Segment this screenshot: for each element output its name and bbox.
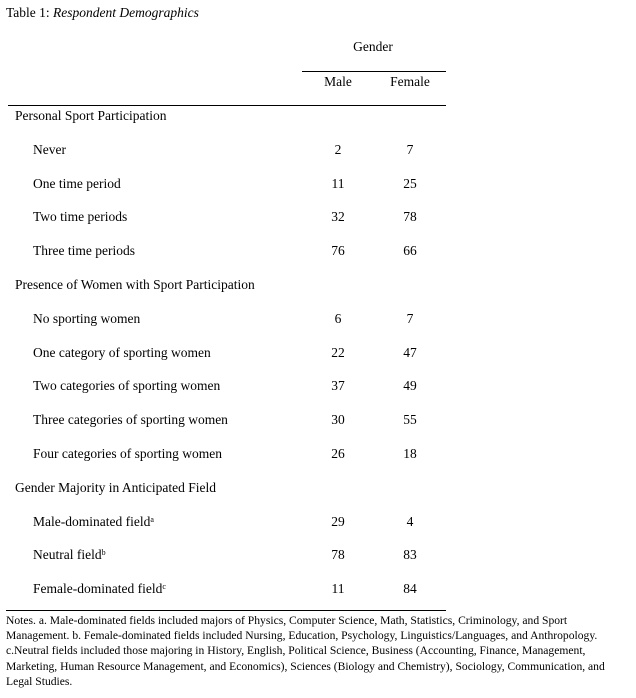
row-label-text: Two time periods [33, 209, 128, 225]
table-row [0, 176, 460, 210]
row-label-text: Four categories of sporting women [33, 445, 222, 461]
footnote-marker: c [162, 582, 166, 592]
cell-female: 83 [403, 547, 417, 563]
row-label [33, 378, 220, 394]
cell-female: 7 [406, 141, 414, 157]
cell-female: 18 [403, 445, 417, 461]
row-label-text: Personal Sport Participation [15, 108, 167, 123]
cell-male: 30 [331, 412, 345, 428]
table-row [0, 446, 460, 480]
row-label [33, 176, 121, 192]
column-header-male: Male [324, 74, 352, 89]
notes-rule [6, 610, 446, 611]
cell-male: 2 [334, 141, 342, 157]
cell-male: 76 [331, 243, 345, 259]
row-label-text: Gender Majority in Anticipated Field [15, 479, 216, 495]
row-label-text: Presence of Women with Sport Participation [15, 276, 255, 292]
table-row [0, 311, 460, 345]
cell-female: 66 [403, 243, 417, 259]
table-body [0, 108, 460, 615]
row-label [33, 243, 135, 259]
table-caption [6, 5, 199, 21]
cell-male: 37 [331, 378, 345, 394]
table-row [0, 412, 460, 446]
footnote-marker: b [101, 548, 106, 558]
cell-female: 84 [403, 581, 417, 597]
section-label [15, 480, 216, 496]
row-label-text: One time period [33, 175, 121, 191]
cell-male: 22 [331, 344, 345, 360]
row-label [33, 514, 154, 530]
table-row [0, 209, 460, 243]
section-row [0, 277, 460, 311]
header-rule [8, 105, 446, 106]
section-row [0, 108, 460, 142]
cell-female: 47 [403, 344, 417, 360]
cell-female: 7 [406, 310, 414, 326]
row-label-text: Female-dominated field [33, 581, 163, 597]
section-label [15, 277, 255, 293]
footnote-marker: a [150, 514, 154, 524]
table-row [0, 142, 460, 176]
table-row [0, 345, 460, 379]
row-label-text: Never [33, 141, 66, 157]
section-row [0, 480, 460, 514]
table-notes: Notes. a. Male-dominated fields included majors of Physics, Computer Science, Math, Statistics, Criminology, and Sport Management. b. Female-dominated fields included Nursing, Education, Psychology, Linguistics/Languages, and Anthropology. c.Neutral fields included those majoring in History, English, Political Science, Business (Accounting, Finance, Management, Marketing, Human Resource Management, and Economics), Sciences (Biology and Chemistry), Sociology, Communication, and Legal Studies. [6, 614, 605, 688]
cell-female: 55 [403, 412, 417, 428]
row-label-text: Three categories of sporting women [33, 412, 228, 428]
row-label-text: One category of sporting women [33, 344, 211, 360]
cell-male: 78 [331, 547, 345, 563]
row-label [33, 547, 106, 563]
row-label-text: No sporting women [33, 310, 141, 326]
table-caption-prefix: Table 1: [6, 5, 54, 20]
table-row [0, 514, 460, 548]
row-label [33, 412, 228, 428]
cell-female: 4 [406, 513, 414, 529]
cell-male: 26 [331, 445, 345, 461]
row-label [33, 446, 222, 462]
cell-female: 78 [403, 209, 417, 225]
column-group-rule [302, 71, 446, 72]
table-row [0, 378, 460, 412]
column-group-header: Gender [353, 39, 393, 54]
row-label-text: Two categories of sporting women [33, 378, 221, 394]
cell-male: 32 [331, 209, 345, 225]
section-label [15, 108, 166, 124]
row-label [33, 311, 140, 327]
cell-female: 25 [403, 175, 417, 191]
row-label [33, 581, 166, 597]
row-label-text: Male-dominated field [33, 513, 151, 529]
table-row [0, 243, 460, 277]
cell-female: 49 [403, 378, 417, 394]
cell-male: 29 [331, 513, 345, 529]
column-header-female: Female [390, 74, 430, 89]
row-label [33, 345, 211, 361]
cell-male: 11 [331, 175, 345, 191]
table-row [0, 547, 460, 581]
table-caption-title: Respondent Demographics [53, 5, 199, 20]
cell-male: 11 [331, 581, 345, 597]
row-label [33, 209, 127, 225]
row-label [33, 142, 66, 158]
cell-male: 6 [334, 310, 342, 326]
row-label-text: Three time periods [33, 243, 135, 259]
row-label-text: Neutral field [33, 547, 102, 563]
